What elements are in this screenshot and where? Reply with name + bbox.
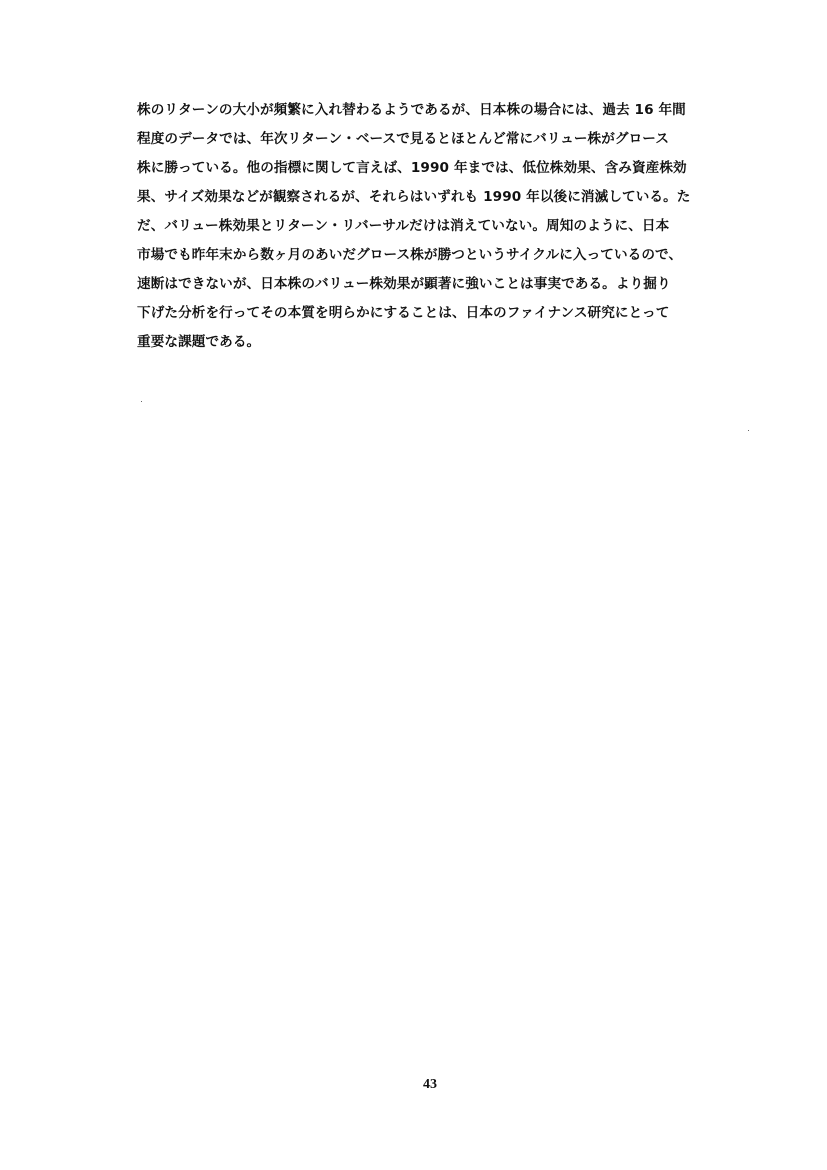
paragraph-line: 程度のデータでは、年次リターン・ベースで見るとほとんど常にバリュー株がグロース <box>137 131 670 147</box>
paragraph-line: 下げた分析を行ってその本質を明らかにすることは、日本のファイナンス研究にとって <box>137 305 670 321</box>
paragraph-line: 株のリターンの大小が頻繁に入れ替わるようであるが、日本株の場合には、過去 16 年間 <box>137 102 686 118</box>
paragraph-line: 速断はできないが、日本株のバリュー株効果が顕著に強いことは事実である。より掘り <box>137 276 671 292</box>
paragraph-line: 重要な課題である。 <box>137 334 261 350</box>
scan-speck <box>141 401 142 402</box>
body-paragraph <box>137 96 737 357</box>
paragraph-line: 市場でも昨年末から数ヶ月のあいだグロース株が勝つというサイクルに入っているので、 <box>137 247 683 263</box>
page-number: 43 <box>423 1077 437 1092</box>
paragraph-line: だ、バリュー株効果とリターン・リバーサルだけは消えていない。周知のように、日本 <box>137 218 670 234</box>
paragraph-line: 果、サイズ効果などが観察されるが、それらはいずれも 1990 年以後に消滅している。た <box>137 189 691 205</box>
paragraph-line: 株に勝っている。他の指標に関して言えば、1990 年までは、低位株効果、含み資産株効 <box>137 160 687 176</box>
scan-speck <box>748 430 749 431</box>
